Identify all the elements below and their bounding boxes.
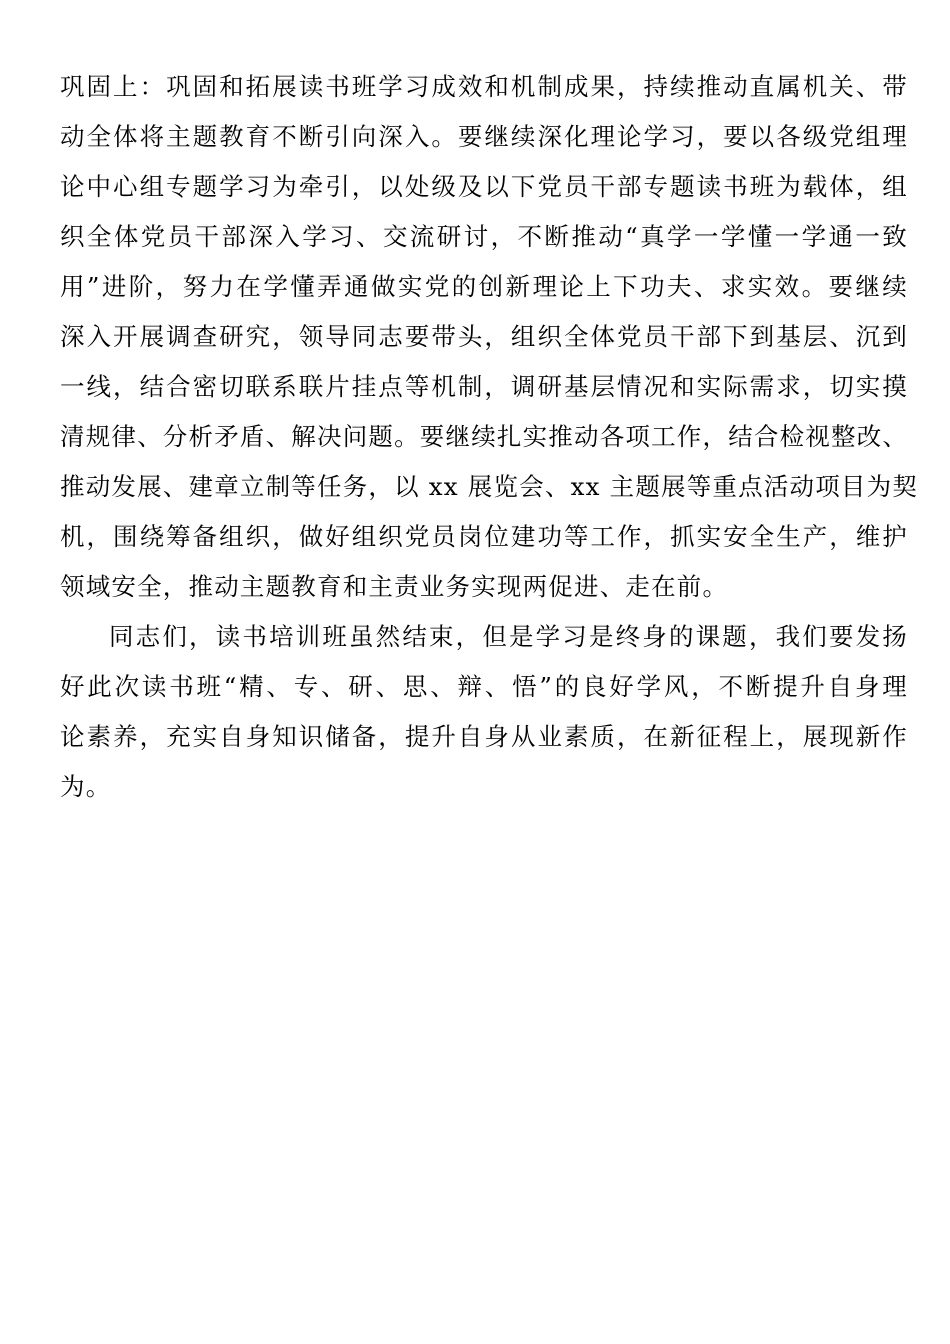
paragraph-line: 巩固上：巩固和拓展读书班学习成效和机制成果，持续推动直属机关、带 (60, 72, 908, 101)
paragraph-1 (60, 62, 919, 612)
paragraph-line: 论中心组专题学习为牵引，以处级及以下党员干部专题读书班为载体，组 (60, 172, 908, 201)
paragraph-line: 清规律、分析矛盾、解决问题。要继续扎实推动各项工作，结合检视整改、 (60, 422, 909, 451)
document-body (60, 62, 919, 812)
paragraph-line: 推动发展、建章立制等任务，以 xx 展览会、xx 主题展等重点活动项目为契 (60, 472, 919, 501)
paragraph-line: 织全体党员干部深入学习、交流研讨，不断推动“真学一学懂一学通一致 (60, 222, 908, 251)
paragraph-line: 深入开展调查研究，领导同志要带头，组织全体党员干部下到基层、沉到 (60, 322, 908, 351)
paragraph-line: 好此次读书班“精、专、研、思、辩、悟”的良好学风，不断提升自身理 (60, 672, 908, 701)
paragraph-line: 一线，结合密切联系联片挂点等机制，调研基层情况和实际需求，切实摸 (60, 372, 908, 401)
paragraph-line: 领域安全，推动主题教育和主责业务实现两促进、走在前。 (60, 572, 729, 601)
paragraph-line: 为。 (60, 772, 112, 801)
paragraph-line: 动全体将主题教育不断引向深入。要继续深化理论学习，要以各级党组理 (60, 122, 908, 151)
paragraph-2 (60, 612, 908, 812)
paragraph-line: 机，围绕筹备组织，做好组织党员岗位建功等工作，抓实安全生产，维护 (60, 522, 908, 551)
paragraph-line: 论素养，充实自身知识储备，提升自身从业素质，在新征程上，展现新作 (60, 722, 908, 751)
paragraph-line: 同志们，读书培训班虽然结束，但是学习是终身的课题，我们要发扬 (109, 622, 908, 651)
paragraph-line: 用”进阶，努力在学懂弄通做实党的创新理论上下功夫、求实效。要继续 (60, 272, 908, 301)
